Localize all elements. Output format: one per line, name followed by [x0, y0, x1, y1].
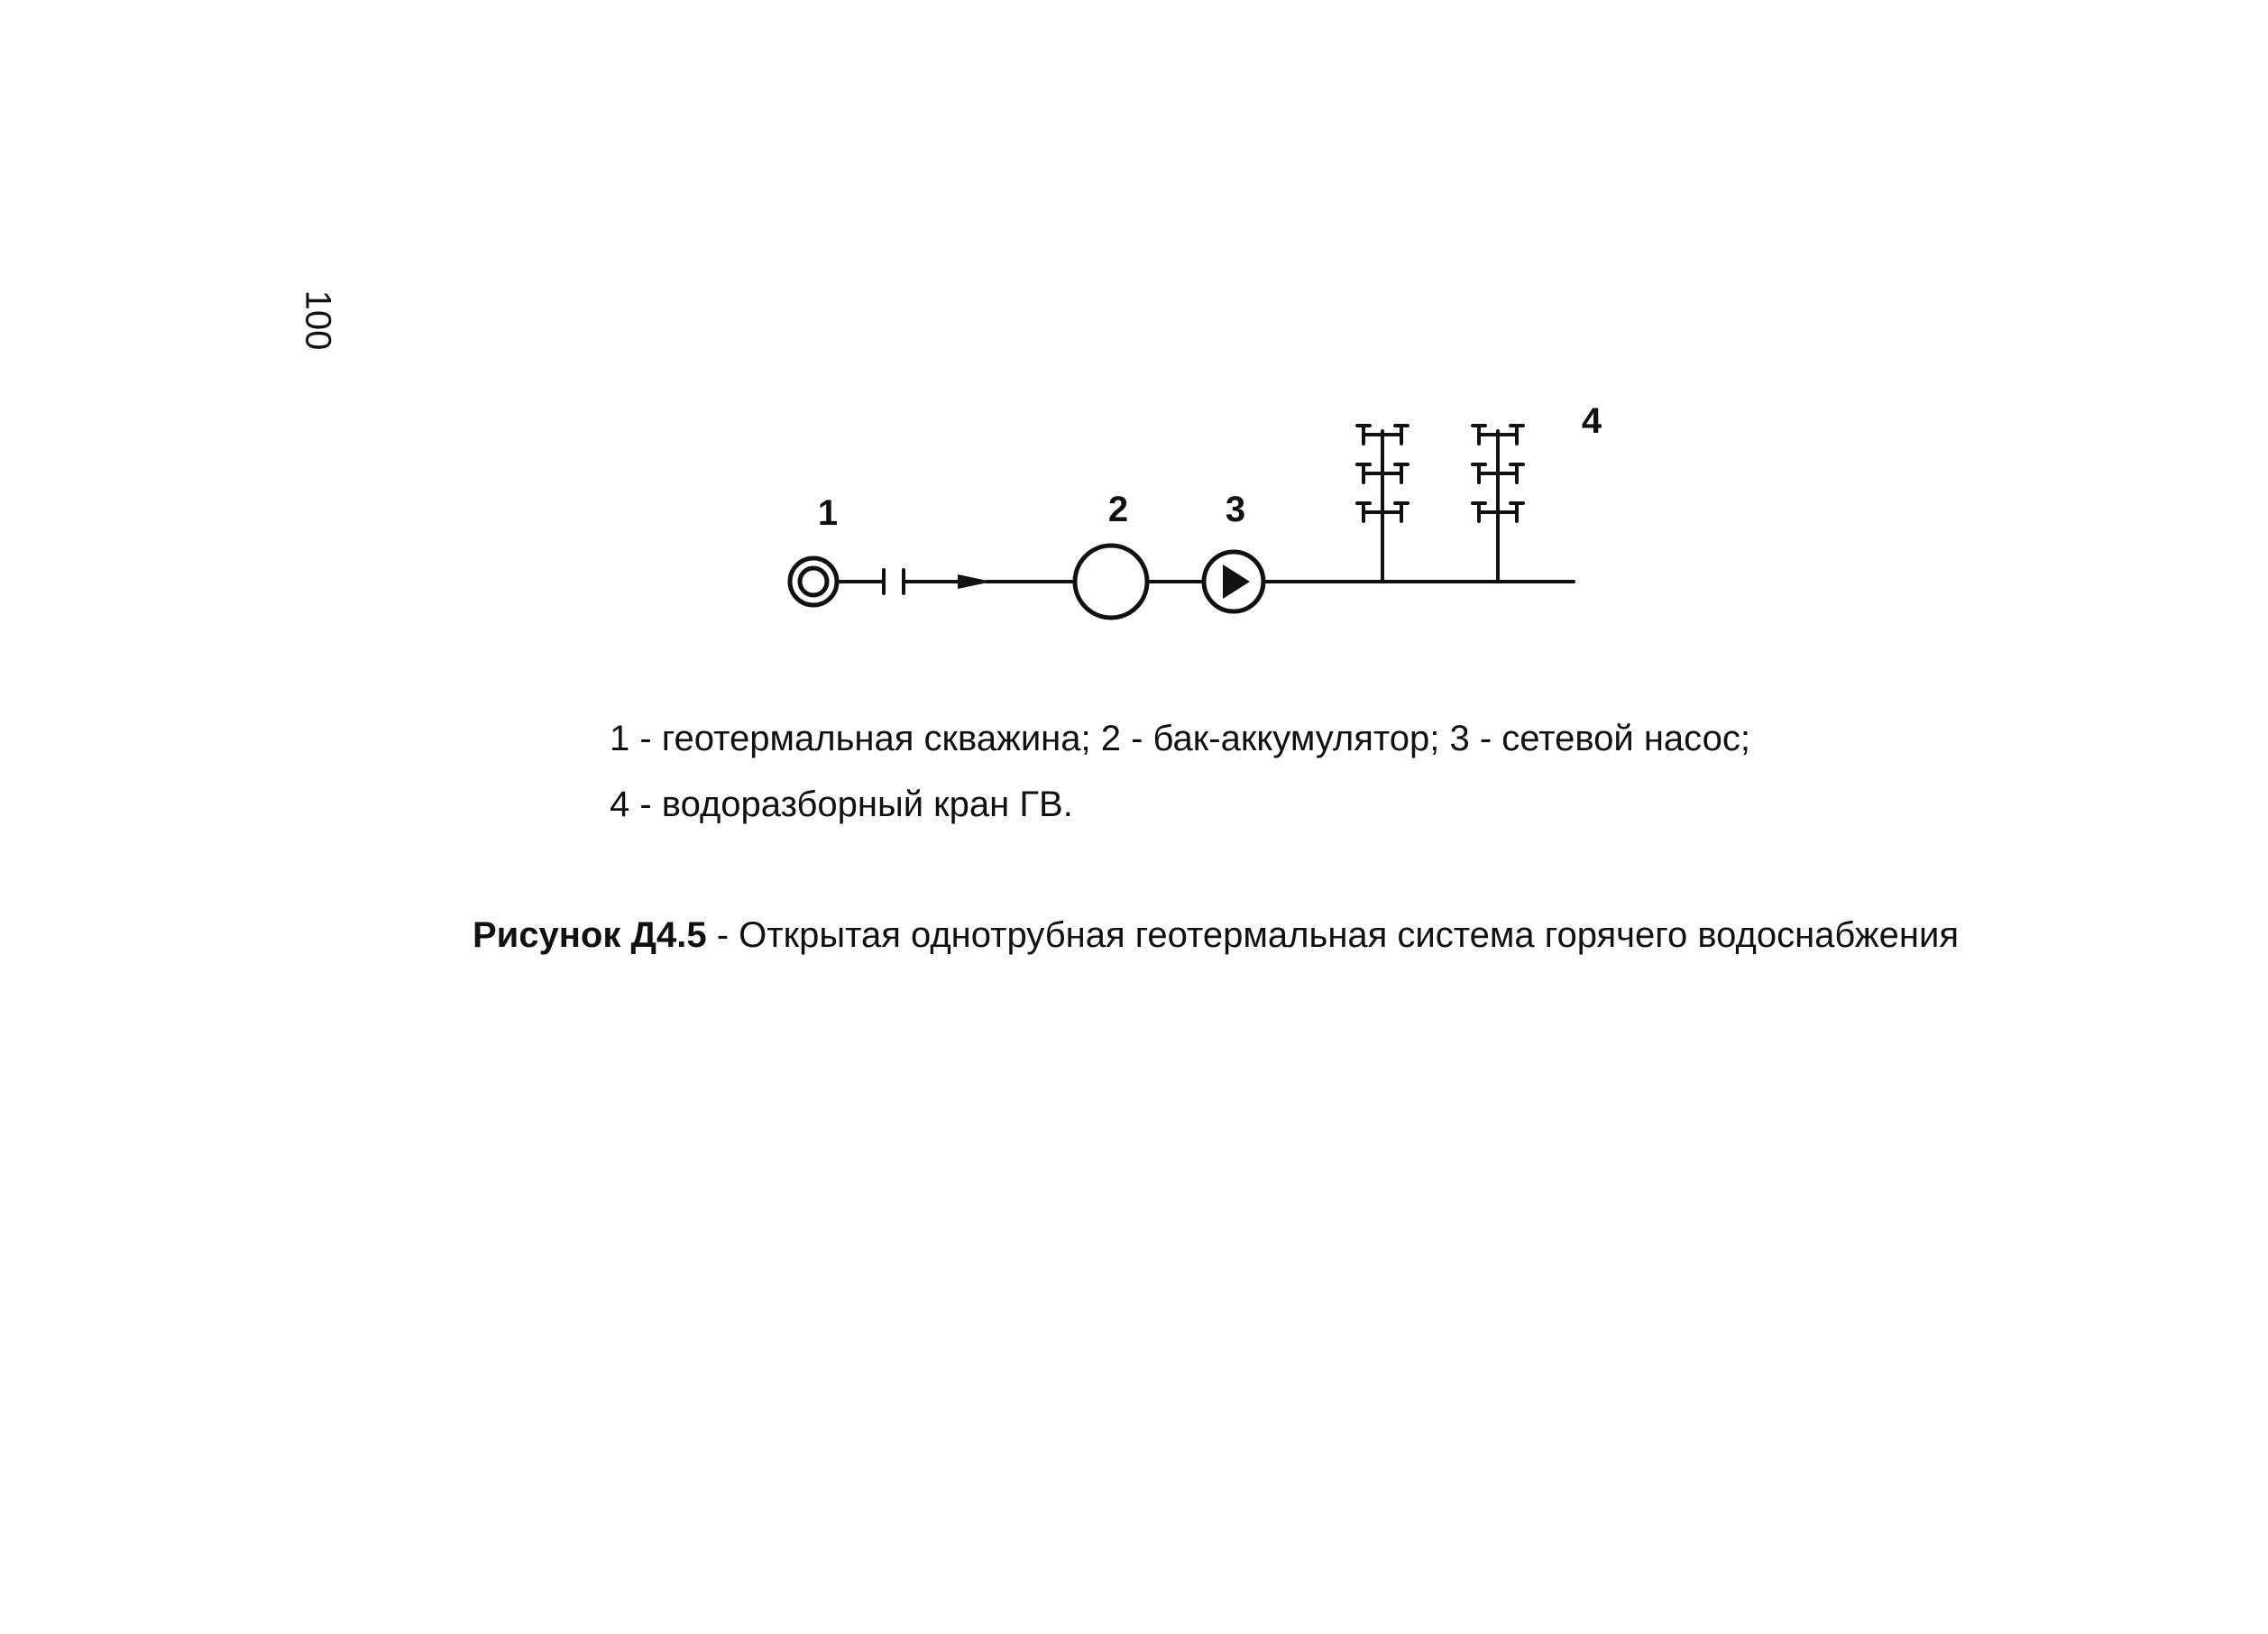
riser-2: [1479, 431, 1517, 582]
pipe-segment-well-to-tank: [837, 570, 1075, 593]
flow-arrow-icon: [958, 574, 992, 589]
figure-caption: [473, 915, 1959, 956]
riser-1: [1364, 431, 1401, 582]
legend-line-1: 1 - геотермальная скважина; 2 - бак-аккумулятор; 3 - сетевой насос;: [610, 719, 1750, 758]
page-number: 100: [298, 289, 338, 351]
geothermal-well-icon: [790, 558, 837, 605]
storage-tank-icon: [1075, 546, 1147, 618]
label-well: 1: [817, 493, 839, 533]
legend-line-2: 4 - водоразборный кран ГВ.: [610, 785, 1073, 824]
label-tank: 2: [1107, 490, 1129, 529]
label-taps: 4: [1581, 401, 1602, 441]
figure-caption-text: - Открытая однотрубная геотермальная система горячего водоснабжения: [706, 915, 1959, 955]
network-pump-icon: [1204, 552, 1263, 611]
figure-caption-prefix: Рисунок Д4.5: [473, 915, 707, 955]
label-pump: 3: [1225, 490, 1246, 529]
